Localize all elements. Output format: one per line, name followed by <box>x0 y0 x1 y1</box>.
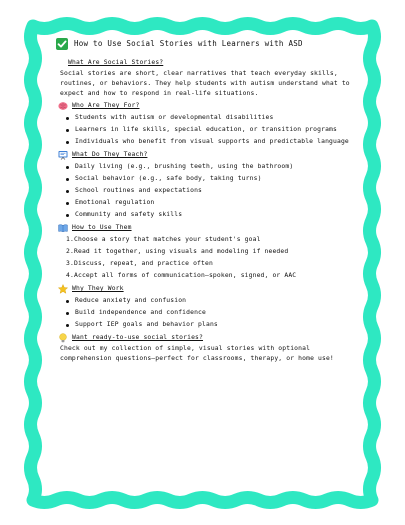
heading-how-use <box>58 222 356 234</box>
list-item: Daily living (e.g., brushing teeth, using the bathroom) <box>66 162 356 172</box>
list-item: Individuals who benefit from visual supports and predictable language <box>66 137 356 147</box>
step-item <box>66 247 356 257</box>
heading-why-work-text: Why They Work <box>72 285 124 292</box>
list-item: Support IEP goals and behavior plans <box>66 320 356 330</box>
step-number: 3. <box>66 260 74 267</box>
heading-what-are <box>68 57 356 69</box>
step-number: 2. <box>66 248 74 255</box>
heading-cta <box>58 332 356 344</box>
teacher-icon <box>58 150 68 160</box>
list-item: Social behavior (e.g., safe body, taking turns) <box>66 174 356 184</box>
step-text: Choose a story that matches your student's goal <box>74 236 261 243</box>
list-item: Emotional regulation <box>66 198 356 208</box>
heading-why-work <box>58 283 356 295</box>
page-title: How to Use Social Stories with Learners with ASD <box>74 39 303 48</box>
list-item: Students with autism or developmental disabilities <box>66 113 356 123</box>
heading-cta-text: Want ready-to-use social stories? <box>72 334 203 341</box>
check-mark-icon <box>56 38 68 50</box>
book-icon <box>58 223 68 233</box>
step-item <box>66 259 356 269</box>
who-for-list <box>58 113 356 147</box>
list-item: Reduce anxiety and confusion <box>66 296 356 306</box>
step-text: Read it together, using visuals and modeling if needed <box>74 248 289 255</box>
why-work-list <box>58 296 356 330</box>
heading-what-teach <box>58 149 356 161</box>
list-item: School routines and expectations <box>66 186 356 196</box>
what-are-paragraph: Social stories are short, clear narratives that teach everyday skills, routines, or behaviors. They help students with autism understand what to expect and how to respond in real-life situations. <box>60 70 350 97</box>
heading-who-for <box>58 100 356 112</box>
list-item: Learners in life skills, special education, or transition programs <box>66 125 356 135</box>
star-icon <box>58 284 68 294</box>
brain-icon <box>58 101 68 111</box>
heading-who-for-text: Who Are They For? <box>72 102 140 109</box>
lightbulb-icon <box>58 333 68 343</box>
step-text: Accept all forms of communication—spoken, signed, or AAC <box>74 272 297 279</box>
step-number: 4. <box>66 272 74 279</box>
step-item <box>66 235 356 245</box>
step-number: 1. <box>66 236 74 243</box>
heading-how-use-text: How to Use Them <box>72 224 132 231</box>
list-item: Community and safety skills <box>66 210 356 220</box>
step-item <box>66 271 356 281</box>
how-use-steps <box>58 235 356 281</box>
what-teach-list <box>58 162 356 220</box>
heading-what-are-text: What Are Social Stories? <box>68 59 164 66</box>
heading-what-teach-text: What Do They Teach? <box>72 151 148 158</box>
list-item: Build independence and confidence <box>66 308 356 318</box>
document-content <box>58 38 356 364</box>
title-row <box>56 38 356 50</box>
step-text: Discuss, repeat, and practice often <box>74 260 213 267</box>
cta-paragraph: Check out my collection of simple, visual stories with optional comprehension questions—perfect for classrooms, therapy, or home use! <box>60 345 334 362</box>
